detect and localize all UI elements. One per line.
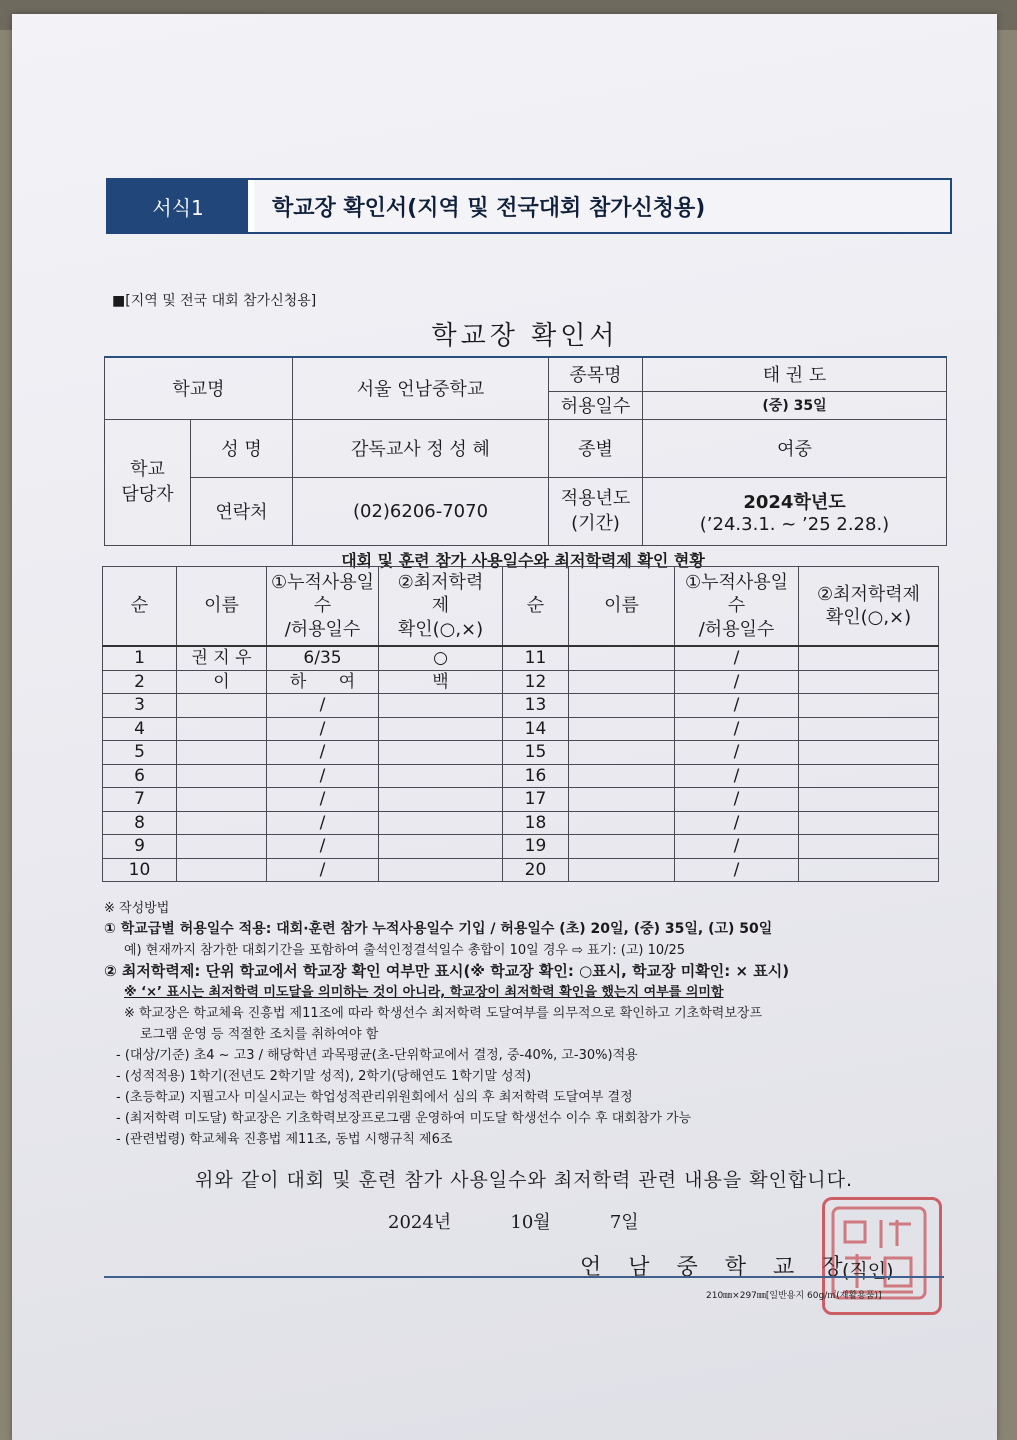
row-name [569,764,675,788]
row-check [799,858,939,882]
detail-2: - (성적적용) 1학기(전년도 2학기말 성적), 2학기(당해연도 1학기말 성적) [116,1069,532,1084]
row-usage: 6/35 [267,646,379,670]
row-usage: / [267,717,379,741]
row-no: 4 [103,717,177,741]
row-no: 13 [503,694,569,718]
name-value: 감독교사 정 성 혜 [293,419,549,477]
row-no: 1 [103,646,177,670]
row-name [177,788,267,812]
sport-label: 종목명 [549,357,643,391]
row-check [379,811,503,835]
table-row [103,764,939,788]
detail-3: - (초등학교) 지필고사 미실시교는 학업성적관리위원회에서 심의 후 최저학력 도달여부 결정 [116,1090,633,1105]
contact-value: (02)6206-7070 [293,477,549,545]
seal-label: (직인) [842,1260,894,1282]
allowed-days-label: 허용일수 [549,391,643,419]
period-cell [643,477,947,545]
row-no: 19 [503,835,569,859]
row-name [569,788,675,812]
row-name [177,717,267,741]
form-header [106,178,952,234]
row-no: 5 [103,741,177,765]
table-row [103,741,939,765]
row-name [177,835,267,859]
table-row [103,670,939,694]
row-no: 17 [503,788,569,812]
table-row [103,858,939,882]
principal-name: 언 남 중 학 교 장 [580,1255,853,1280]
row-usage: / [675,858,799,882]
row-usage: / [675,694,799,718]
col-name-left: 이름 [177,567,267,647]
row-no: 2 [103,670,177,694]
row-usage: / [675,835,799,859]
detail-1: - (대상/기준) 초4 ~ 고3 / 해당학년 과목평균(초-단위학교에서 결정, 중-40%, 고-30%)적용 [116,1048,638,1063]
form-tag: 서식1 [108,180,248,232]
row-no: 10 [103,858,177,882]
row-name [569,694,675,718]
table-row [103,694,939,718]
col-usage-right: ①누적사용일 수 /허용일수 [675,567,799,647]
row-usage: / [267,811,379,835]
row-no: 9 [103,835,177,859]
row-usage: / [267,788,379,812]
col-check-right: ②최저학력제 확인(○,×) [799,567,939,647]
bottom-rule [104,1276,944,1278]
row-usage: / [675,811,799,835]
row-check [799,764,939,788]
category-label: 종별 [549,419,643,477]
doc-title: 학교장 확인서 [431,321,619,351]
row-usage: / [267,835,379,859]
period-range: (’24.3.1. ~ ’25 2.28.) [699,513,890,535]
status-title: 대회 및 훈련 참가 사용일수와 최저학력제 확인 현황 [341,551,705,570]
row-no: 16 [503,764,569,788]
row-name: 권 지 우 [177,646,267,670]
row-no: 20 [503,858,569,882]
row-check [799,717,939,741]
note-1: ① 학교급별 허용일수 적용: 대회·훈련 참가 누적사용일수 기입 / 허용일수 (초) 20일, (중) 35일, (고) 50일 [104,921,773,937]
row-check [379,788,503,812]
row-check [379,717,503,741]
row-usage: / [267,858,379,882]
row-name [569,670,675,694]
row-name [569,811,675,835]
row-check [799,694,939,718]
detail-5: - (관련법령) 학교체육 진흥법 제11조, 동법 시행규칙 제6조 [116,1132,453,1147]
row-check: 백 [379,670,503,694]
paper-spec: 210㎜×297㎜[일반용지 60g/㎡(재활용품)] [706,1291,882,1301]
manager-label: 학교 담당자 [105,419,191,545]
table-row [103,646,939,670]
row-usage: / [267,694,379,718]
row-name [569,835,675,859]
row-check [379,858,503,882]
note-2-b: ※ 학교장은 학교체육 진흥법 제11조에 따라 학생선수 최저학력 도달여부를 의무적으로 확인하고 기초학력보장프 [124,1006,763,1021]
row-name [177,764,267,788]
col-no-right: 순 [503,567,569,647]
table-row [103,835,939,859]
allowed-days-value: (중) 35일 [643,391,947,419]
row-name [177,741,267,765]
row-usage: / [675,741,799,765]
row-check [799,788,939,812]
period-label: 적용년도 (기간) [549,477,643,545]
note-1-example: 예) 현재까지 참가한 대회기간을 포함하여 출석인정결석일수 총합이 10일 경우 ⇨ 표기: (고) 10/25 [124,943,686,958]
note-2-b2: 로그램 운영 등 적절한 조치를 취하여야 함 [140,1027,379,1042]
row-check: ○ [379,646,503,670]
period-year: 2024학년도 [743,491,846,513]
confirm-text: 위와 같이 대회 및 훈련 참가 사용일수와 최저학력 관련 내용을 확인합니다. [194,1169,854,1191]
sub-label: ■[지역 및 전국 대회 참가신청용] [112,293,317,309]
school-name-label: 학교명 [105,357,293,419]
row-check [379,764,503,788]
row-no: 6 [103,764,177,788]
row-name [177,858,267,882]
col-name-right: 이름 [569,567,675,647]
row-name [569,858,675,882]
info-table [104,356,947,546]
detail-4: - (최저학력 미도달) 학교장은 기초학력보장프로그램 운영하여 미도달 학생선수 이수 후 대회참가 가능 [116,1111,692,1126]
row-check [799,811,939,835]
row-no: 15 [503,741,569,765]
table-row [103,811,939,835]
instructions [104,898,944,1150]
row-no: 8 [103,811,177,835]
row-usage: / [267,764,379,788]
row-no: 7 [103,788,177,812]
col-usage-left: ①누적사용일 수 /허용일수 [267,567,379,647]
row-no: 14 [503,717,569,741]
notes-heading: ※ 작성방법 [104,901,170,916]
row-name [569,741,675,765]
row-name [177,694,267,718]
row-check [799,670,939,694]
row-usage: / [675,646,799,670]
note-2: ② 최저학력제: 단위 학교에서 학교장 확인 여부만 표시(※ 학교장 확인: ○표시, 학교장 미확인: × 표시) [104,962,790,980]
form-header-title: 학교장 확인서(지역 및 전국대회 참가신청용) [248,180,950,232]
name-label: 성 명 [191,419,293,477]
row-check [799,835,939,859]
row-no: 12 [503,670,569,694]
col-check-left: ②최저학력 제 확인(○,×) [379,567,503,647]
row-usage: / [675,670,799,694]
school-name: 서울 언남중학교 [293,357,549,419]
row-usage: / [267,741,379,765]
row-no: 3 [103,694,177,718]
row-name [569,717,675,741]
contact-label: 연락처 [191,477,293,545]
row-usage: / [675,788,799,812]
row-name: 이 [177,670,267,694]
row-usage: / [675,717,799,741]
row-check [799,646,939,670]
row-usage: / [675,764,799,788]
date-line: 2024년 10월 7일 [388,1212,639,1233]
row-name [177,811,267,835]
table-row [103,717,939,741]
note-2-a: ※ ‘×’ 표시는 최저학력 미도달을 의미하는 것이 아니라, 학교장이 최저학력 확인을 했는지 여부를 의미함 [124,985,724,1000]
row-check [379,741,503,765]
row-check [799,741,939,765]
category-value: 여중 [643,419,947,477]
status-table [102,566,939,882]
sport-value: 태 권 도 [643,357,947,391]
col-no-left: 순 [103,567,177,647]
row-check [379,835,503,859]
row-check [379,694,503,718]
row-usage: 하 여 [267,670,379,694]
row-no: 18 [503,811,569,835]
row-name [569,646,675,670]
row-no: 11 [503,646,569,670]
table-row [103,788,939,812]
